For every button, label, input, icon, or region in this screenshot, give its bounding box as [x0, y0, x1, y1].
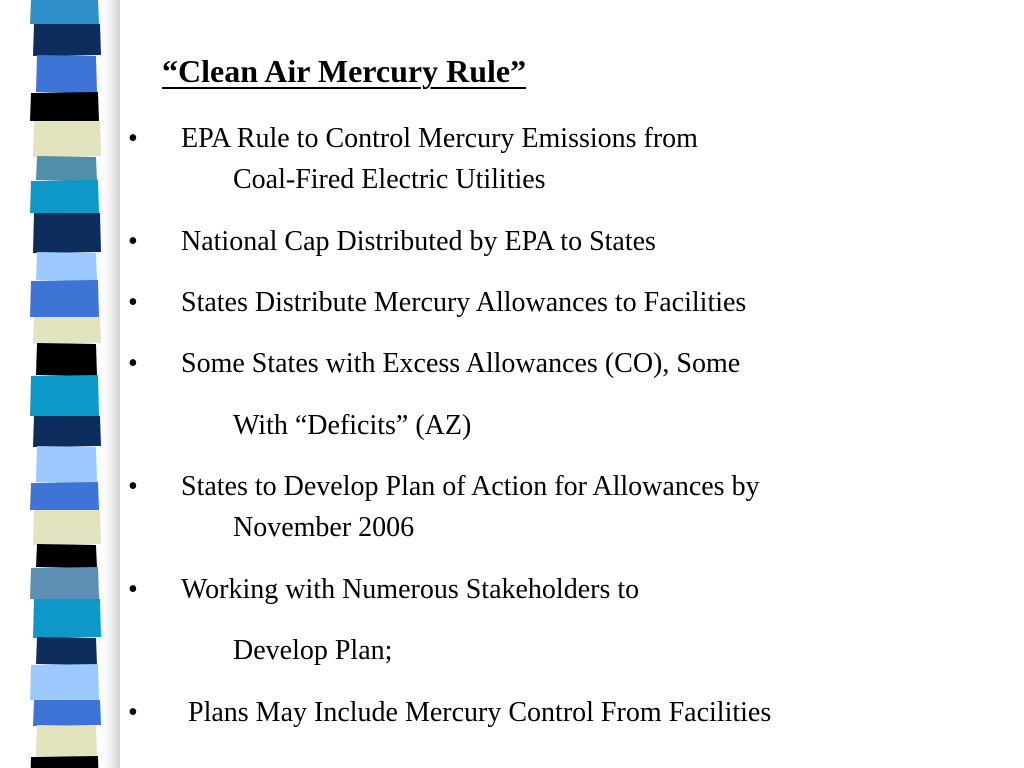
- bullet-3-line-1: States Distribute Mercury Allowances to Facilities: [181, 287, 747, 318]
- stripe-group: [30, 0, 101, 768]
- bullet-glyph: •: [128, 471, 138, 502]
- stripe-band: [30, 180, 99, 213]
- stripe-band: [30, 567, 99, 599]
- stripe-band: [36, 343, 97, 376]
- stripe-band: [33, 213, 101, 253]
- bullet-6-line-2: Develop Plan;: [233, 635, 393, 666]
- stripe-band: [33, 510, 101, 545]
- bullet-glyph: •: [128, 574, 138, 605]
- bullet-5-line-1: States to Develop Plan of Action for Allowances by: [181, 471, 760, 502]
- slide-title: “Clean Air Mercury Rule”: [162, 53, 527, 89]
- bullet-glyph: •: [128, 287, 138, 318]
- stripe-band: [36, 725, 97, 757]
- bullet-glyph: •: [128, 348, 138, 379]
- stripe-band: [30, 756, 99, 768]
- bullet-glyph: •: [128, 226, 138, 257]
- bullet-1-line-2: Coal-Fired Electric Utilities: [233, 164, 546, 195]
- bullet-6-line-1: Working with Numerous Stakeholders to: [181, 574, 640, 605]
- bullet-5-line-2: November 2006: [233, 512, 415, 543]
- stripe-band: [30, 375, 99, 416]
- stripe-band: [30, 0, 99, 24]
- bullet-glyph: •: [128, 697, 138, 728]
- bullet-2-line-1: National Cap Distributed by EPA to States: [181, 226, 656, 257]
- bullet-4-line-2: With “Deficits” (AZ): [233, 410, 472, 441]
- stripe-band: [30, 92, 99, 121]
- stripe-band: [36, 446, 97, 483]
- stripe-band: [33, 700, 101, 726]
- decorative-striped-border: [0, 0, 120, 768]
- stripe-band: [36, 252, 97, 281]
- strip-shadow: [98, 0, 120, 768]
- stripe-band: [30, 482, 99, 510]
- stripe-band: [33, 416, 101, 447]
- stripe-band: [36, 544, 97, 568]
- bullet-7-line-1: Plans May Include Mercury Control From Facilities: [181, 697, 772, 728]
- stripe-band: [33, 24, 101, 56]
- stripe-band: [30, 280, 99, 317]
- stripe-band: [36, 55, 97, 93]
- bullet-1-line-1: EPA Rule to Control Mercury Emissions from: [181, 123, 698, 154]
- stripe-band: [33, 121, 101, 157]
- stripe-band: [33, 599, 101, 638]
- stripe-band: [36, 637, 97, 665]
- stripe-band: [36, 156, 97, 181]
- stripe-band: [33, 317, 101, 344]
- stripe-band: [30, 664, 99, 700]
- bullet-4-line-1: Some States with Excess Allowances (CO), Some: [181, 348, 741, 379]
- bullet-glyph: •: [128, 123, 138, 154]
